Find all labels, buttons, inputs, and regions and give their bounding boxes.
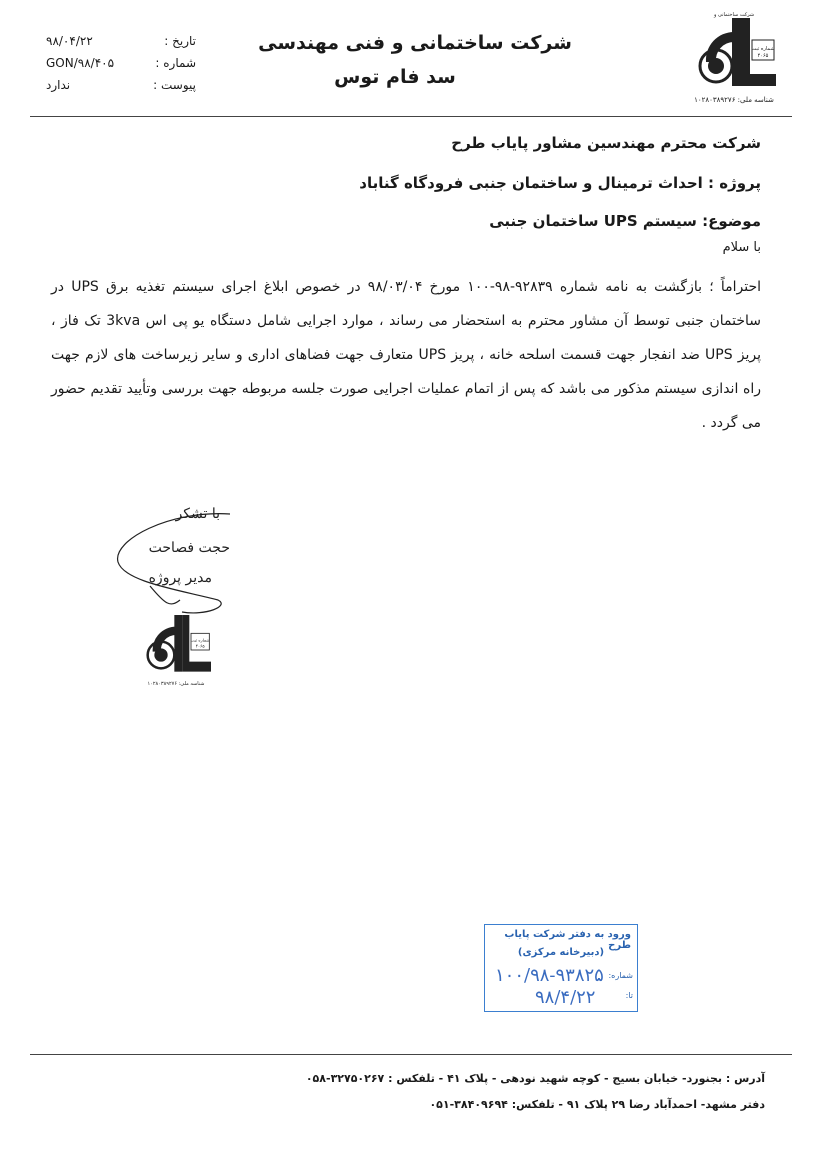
svg-text:شرکت ساختمانی و: شرکت ساختمانی و — [713, 12, 755, 18]
svg-text:شناسه ملی: ۱۰۲۸۰۳۸۹۲۷۶: شناسه ملی: ۱۰۲۸۰۳۸۹۲۷۶ — [147, 681, 205, 687]
letter-meta — [46, 30, 196, 96]
greeting: با سلام — [722, 240, 761, 255]
recipient: شرکت محترم مهندسین مشاور پایاب طرح — [451, 134, 761, 152]
svg-text:۴۰۶۵: ۴۰۶۵ — [195, 643, 205, 649]
footer-address-1: آدرس : بجنورد- خیابان بسیج - کوچه شهید نودهی - پلاک ۴۱ - تلفکس : ۳۲۷۵۰۲۶۷-۰۵۸ — [305, 1072, 765, 1085]
stamp-number-label: شماره: — [608, 971, 633, 980]
stamp-number-value: ۱۰۰/۹۸-۹۳۸۲۵ — [495, 965, 604, 986]
attachment-row — [46, 74, 196, 96]
letter-body: احتراماً ؛ بازگشت به نامه شماره ۹۲۸۳۹-۹۸-۱۰۰ مورخ ۹۸/۰۳/۰۴ در خصوص ابلاغ اجرای سیستم تغذیه برق UPS در ساختمان جنبی توسط آن مشاور محترم به استحضار می رساند ، موارد اجرایی شامل دستگاه یو پی اس 3kva تک فاز ، پریز UPS ضد انفجار جهت قسمت اسلحه خانه ، پریز UPS متعارف جهت فضاهای اداری و سایر زیرساخت های لازم جهت راه اندازی سیستم مذکور می باشد که پس از اتمام عملیات اجرایی صورت جلسه مربوطه جهت بررسی وتأیید تقدیم حضور می گردد . — [51, 279, 762, 431]
subject-line: موضوع: سیستم UPS ساختمان جنبی — [489, 212, 761, 230]
header-divider — [30, 116, 792, 117]
number-label: شماره : — [155, 56, 196, 70]
company-line-2: سد فام توس — [334, 66, 456, 88]
stamp-date-label: تا: — [625, 991, 633, 1000]
company-name — [250, 26, 580, 94]
company-seal — [136, 602, 216, 698]
logo-icon — [686, 10, 782, 96]
number-value: GON/۹۸/۴۰۵ — [46, 56, 115, 70]
svg-text:شماره ثبت: شماره ثبت — [190, 637, 210, 643]
stamp-line-1: ورود به دفتر شرکت پایاب طرح — [504, 929, 631, 951]
stamp-line-2: (دبیرخانه مرکزی) — [517, 947, 605, 958]
footer-address-2: دفتر مشهد- احمدآباد رضا ۲۹ پلاک ۹۱ - تلفکس: ۳۸۴۰۹۶۹۴-۰۵۱ — [429, 1098, 765, 1111]
company-line-1: شرکت ساختمانی و فنی مهندسی — [258, 32, 572, 54]
footer-divider — [30, 1054, 792, 1055]
date-label: تاریخ : — [164, 34, 196, 48]
signature-closing: با تشکر — [175, 506, 220, 522]
svg-text:شماره ثبت: شماره ثبت — [751, 46, 775, 52]
seal-icon — [136, 602, 216, 698]
received-stamp — [484, 924, 638, 1012]
number-row — [46, 52, 196, 74]
company-logo — [686, 10, 782, 110]
date-row — [46, 30, 196, 52]
attachment-label: پیوست : — [153, 78, 196, 92]
date-value: ۹۸/۰۴/۲۲ — [46, 34, 93, 48]
attachment-value: ندارد — [46, 78, 71, 92]
stamp-date-value: ۹۸/۴/۲۲ — [535, 987, 596, 1008]
signature-name: حجت فصاحت — [148, 540, 230, 556]
svg-text:۴۰۶۵: ۴۰۶۵ — [757, 53, 769, 59]
logo-caption: شناسه ملی: ۱۰۲۸۰۳۸۹۲۷۶ — [694, 96, 774, 104]
project-line: پروژه : احداث ترمینال و ساختمان جنبی فرودگاه گناباد — [359, 174, 761, 192]
signature-title: مدیر پروژه — [148, 570, 212, 586]
